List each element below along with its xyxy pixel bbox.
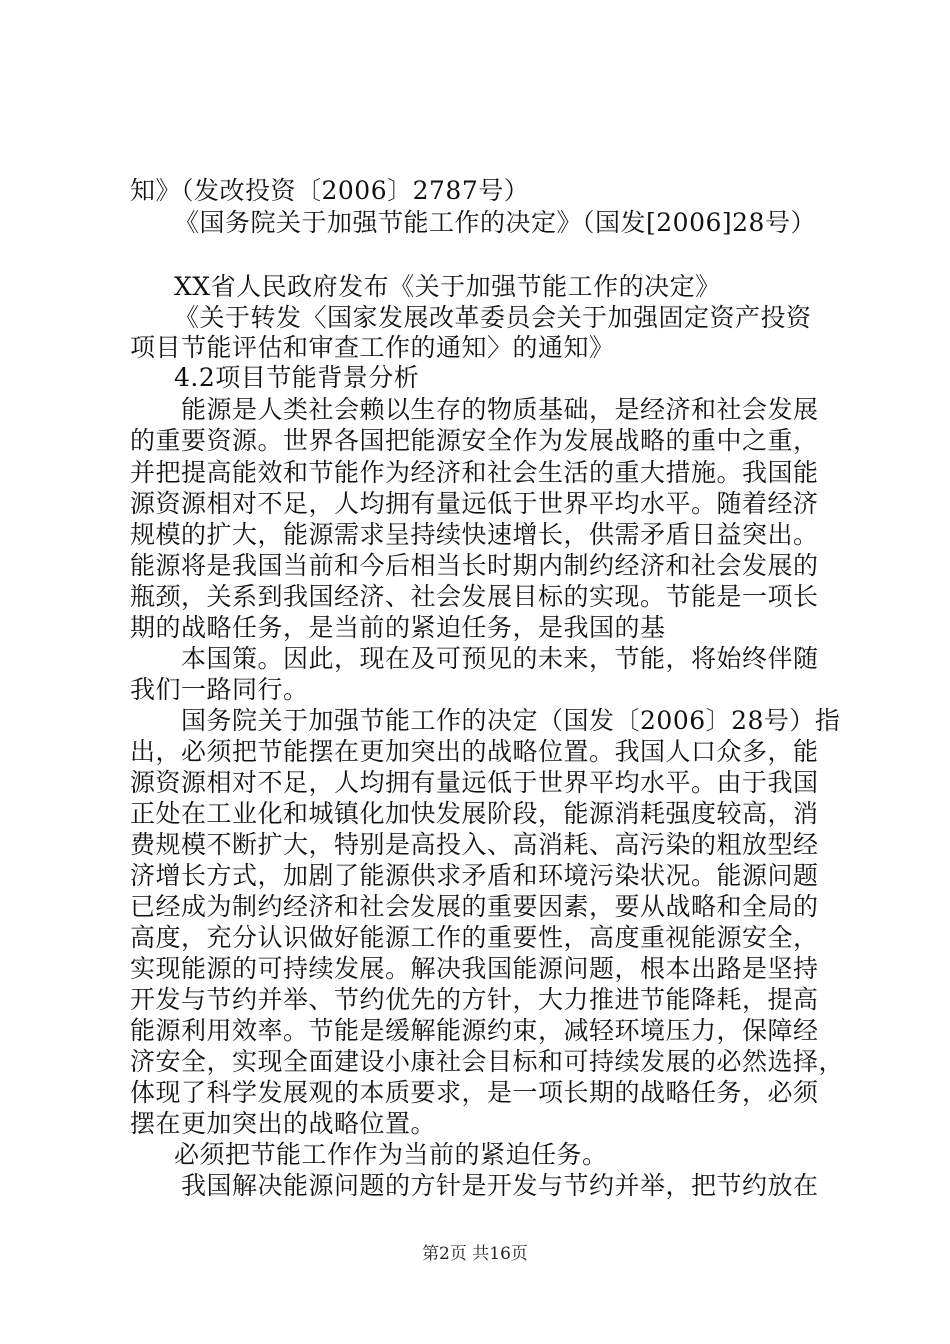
text-line-14: 期的战略任务，是当前的紧迫任务，是我国的基 xyxy=(130,613,666,642)
text-line-22: 济增长方式，加剧了能源供求矛盾和环境污染状况。能源问题 xyxy=(130,861,819,890)
text-line-15: 本国策。因此，现在及可预见的未来，节能，将始终伴随 xyxy=(181,644,819,673)
page-number-footer: 第2页 共16页 xyxy=(422,1244,528,1264)
text-line-25: 实现能源的可持续发展。解决我国能源问题，根本出路是坚持 xyxy=(130,954,819,983)
text-line-32: 我国解决能源问题的方针是开发与节约并举，把节约放在 xyxy=(181,1171,819,1200)
text-line-21: 费规模不断扩大，特别是高投入、高消耗、高污染的粗放型经 xyxy=(130,830,819,859)
text-line-10: 源资源相对不足，人均拥有量远低于世界平均水平。随着经济 xyxy=(130,489,819,518)
text-line-31: 必须把节能工作作为当前的紧迫任务。 xyxy=(174,1140,608,1169)
section-heading: 4.2项目节能背景分析 xyxy=(174,363,420,392)
text-line-27: 能源利用效率。节能是缓解能源约束，减轻环境压力，保障经 xyxy=(130,1016,819,1045)
text-line-5: 项目节能评估和审查工作的通知〉的通知》 xyxy=(130,333,615,362)
text-line-13: 瓶颈，关系到我国经济、社会发展目标的实现。节能是一项长 xyxy=(130,582,819,611)
text-line-9: 并把提高能效和节能作为经济和社会生活的重大措施。我国能 xyxy=(130,458,819,487)
text-line-8: 的重要资源。世界各国把能源安全作为发展战略的重中之重， xyxy=(130,426,819,455)
text-line-7: 能源是人类社会赖以生存的物质基础，是经济和社会发展 xyxy=(181,395,819,424)
text-line-17: 国务院关于加强节能工作的决定（国发〔2006〕28号）指 xyxy=(181,706,841,735)
text-line-4: 《关于转发〈国家发展改革委员会关于加强固定资产投资 xyxy=(174,303,812,332)
text-line-29: 体现了科学发展观的本质要求，是一项长期的战略任务，必须 xyxy=(130,1078,819,1107)
text-line-23: 已经成为制约经济和社会发展的重要因素，要从战略和全局的 xyxy=(130,892,819,921)
text-line-26: 开发与节约并举、节约优先的方针，大力推进节能降耗，提高 xyxy=(130,985,819,1014)
text-line-16: 我们一路同行。 xyxy=(130,675,309,704)
text-line-3: XX省人民政府发布《关于加强节能工作的决定》 xyxy=(174,272,721,301)
text-line-19: 源资源相对不足，人均拥有量远低于世界平均水平。由于我国 xyxy=(130,768,819,797)
text-line-1: 知》（发改投资〔2006〕2787号） xyxy=(130,176,530,205)
text-line-11: 规模的扩大，能源需求呈持续快速增长，供需矛盾日益突出。 xyxy=(130,520,819,549)
text-line-18: 出，必须把节能摆在更加突出的战略位置。我国人口众多，能 xyxy=(130,737,819,766)
text-line-20: 正处在工业化和城镇化加快发展阶段，能源消耗强度较高，消 xyxy=(130,799,819,828)
text-line-28: 济安全，实现全面建设小康社会目标和可持续发展的必然选择， xyxy=(130,1047,845,1076)
text-line-12: 能源将是我国当前和今后相当长时期内制约经济和社会发展的 xyxy=(130,551,819,580)
text-line-30: 摆在更加突出的战略位置。 xyxy=(130,1109,437,1138)
text-line-2: 《国务院关于加强节能工作的决定》（国发[2006]28号） xyxy=(174,208,816,237)
text-line-24: 高度，充分认识做好能源工作的重要性，高度重视能源安全， xyxy=(130,923,819,952)
